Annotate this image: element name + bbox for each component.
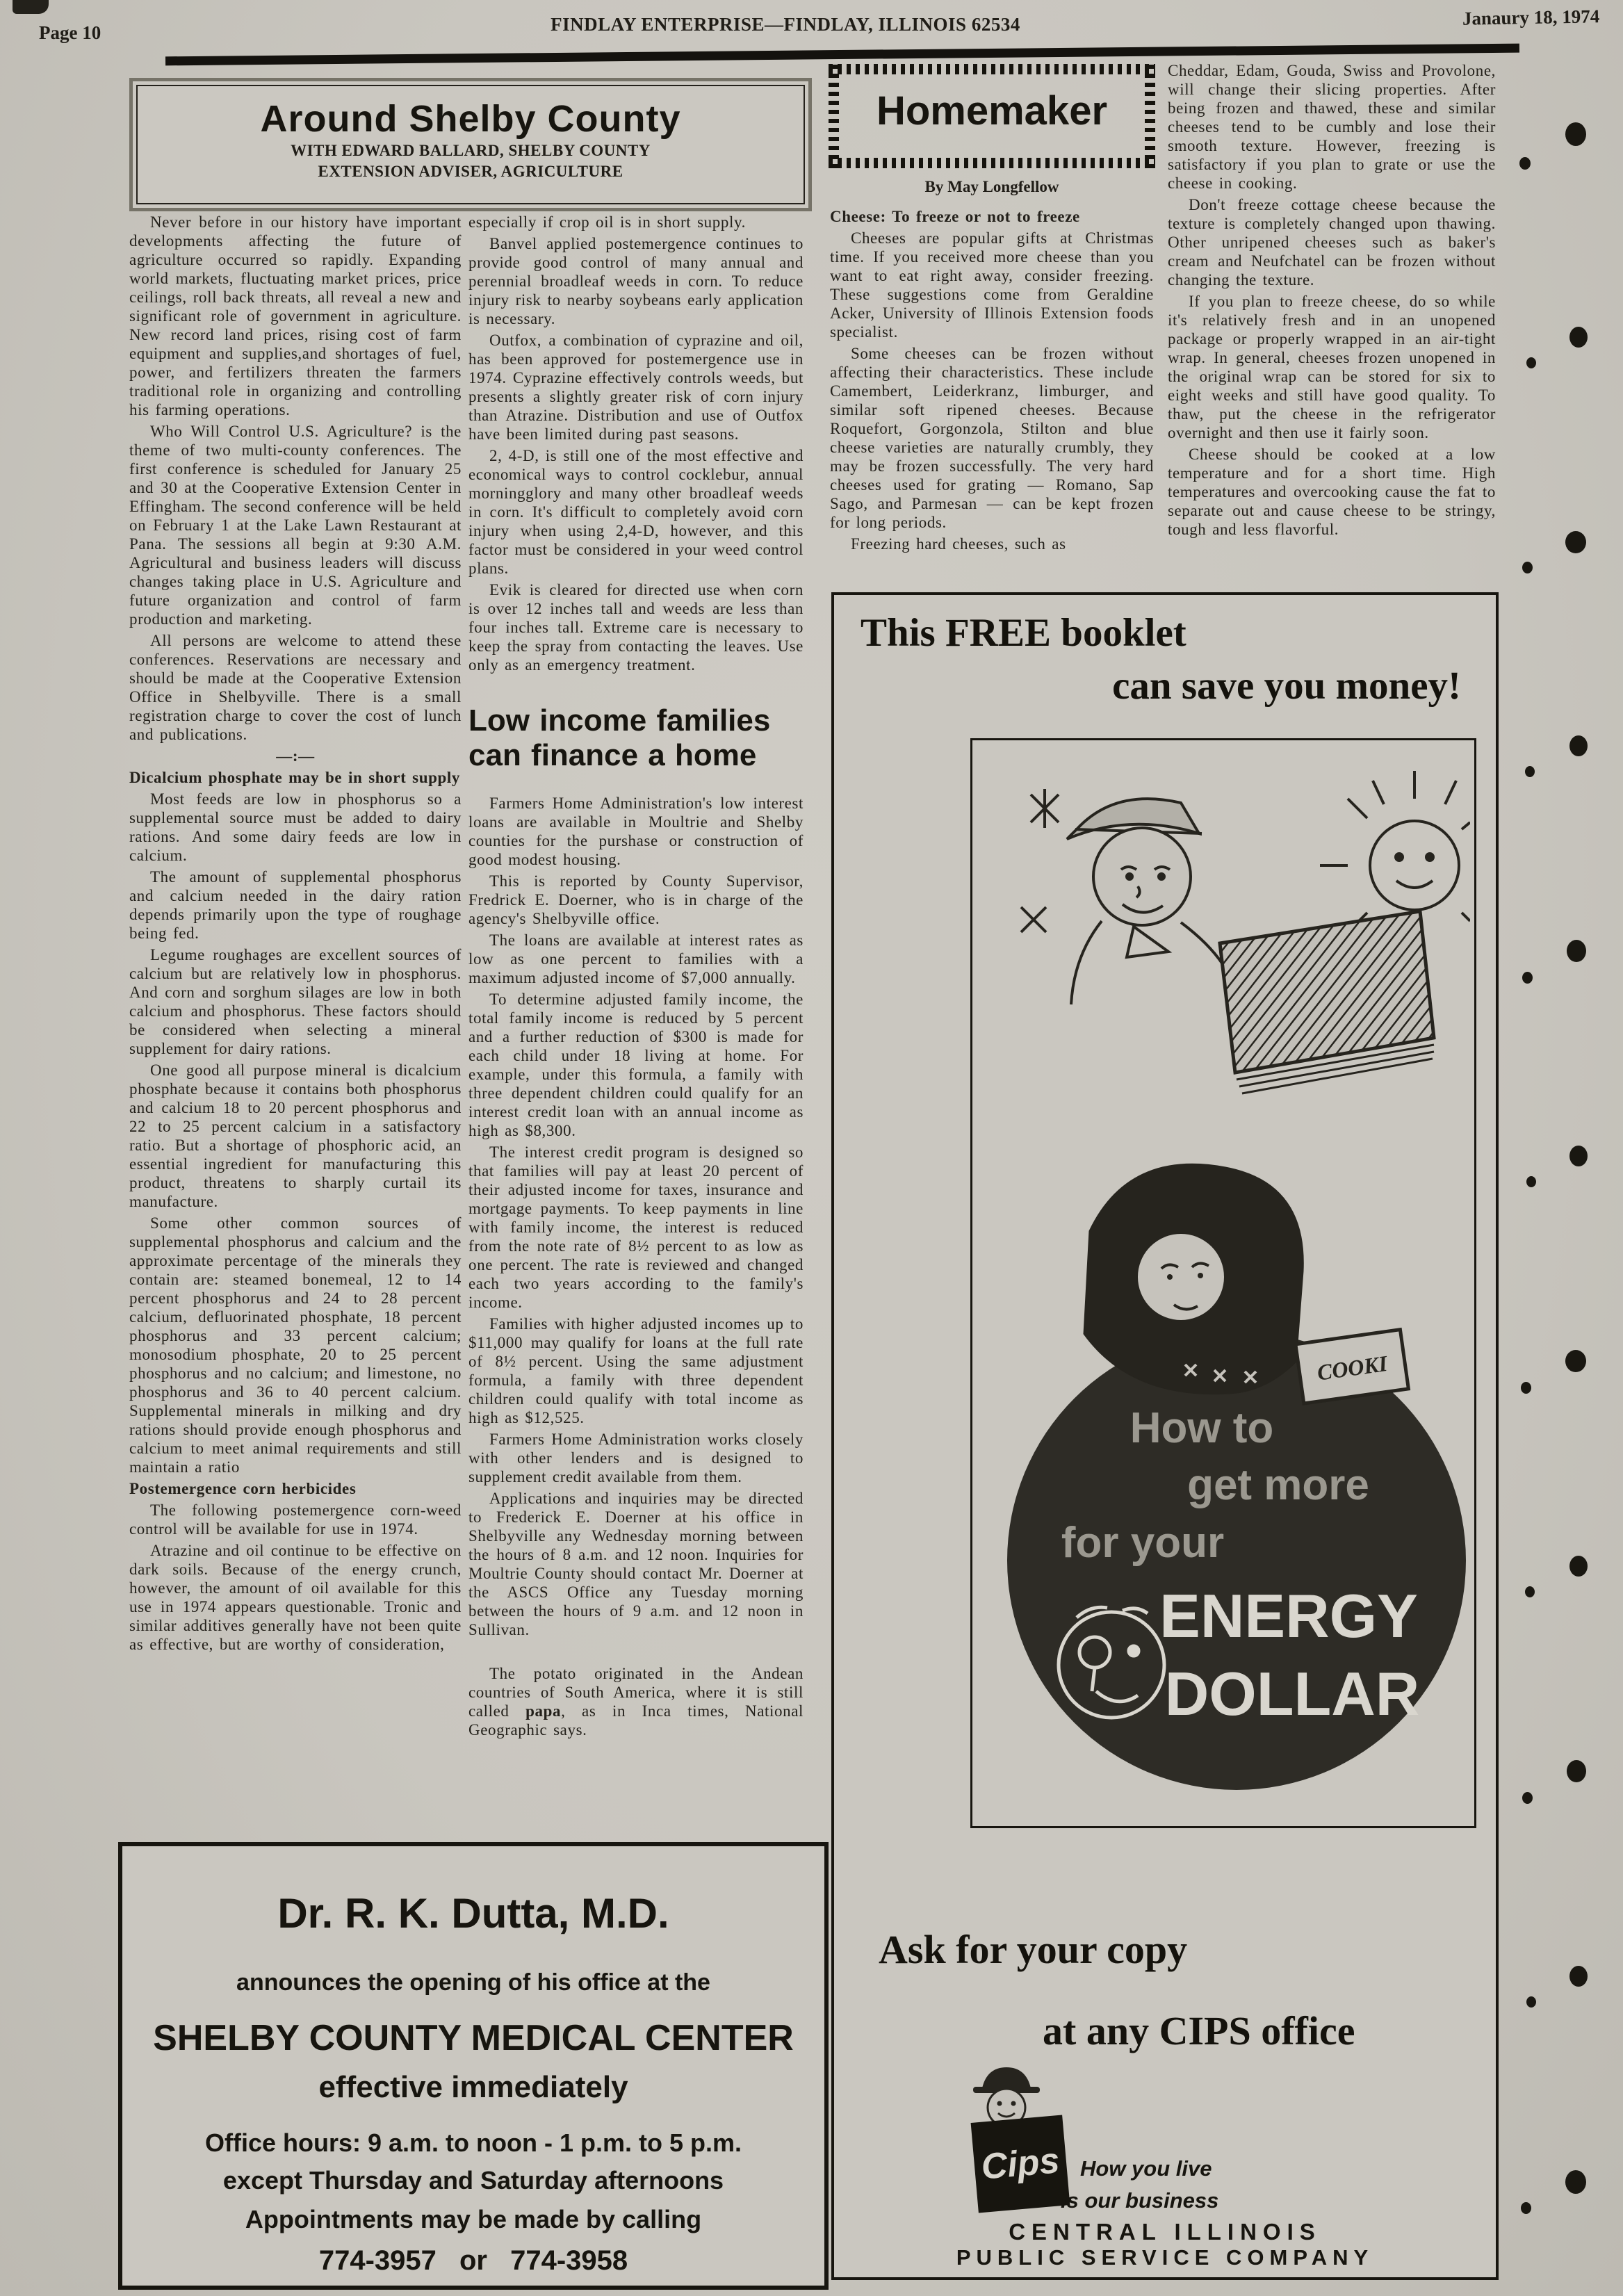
cips-advertisement (831, 592, 1499, 2280)
scan-mark (1522, 1792, 1533, 1804)
scan-mark (1569, 1146, 1588, 1166)
paragraph: If you plan to freeze cheese, do so while it's relatively fresh and in an unopened package or properly wrapped in an air-tight wrap. In general, cheeses frozen unopened in the original wrap can be stored for six to eight weeks and still have good quality. To thaw, put the cheese in the refrigerator overnight and then use it fairly soon. (1168, 293, 1496, 441)
low-income-title-line2: can finance a home (468, 738, 757, 772)
cips-ad-illustration-frame (970, 738, 1476, 1828)
cookbook-illustration (1296, 1330, 1408, 1403)
dutta-ad-medical-center: SHELBY COUNTY MEDICAL CENTER (153, 2018, 794, 2058)
scan-mark (1569, 327, 1588, 348)
dutta-advertisement (118, 1842, 829, 2290)
circle-text-for-your: for your (1061, 1519, 1225, 1567)
headline-box-inner-border (136, 85, 805, 204)
cookbook-label: COOKI (1315, 1350, 1389, 1385)
paragraph: Atrazine and oil continue to be effective on dark soils. Because of the energy crunch, however, the amount of oil available for this use in 1974 appears questionable. Tronic and similar additives generally have not been quite as effective, but are worthy of consideration, (129, 1542, 462, 1653)
potato-text-start: The potato originated in the Andean countries of South America, where it is still called (468, 1665, 804, 1720)
scan-mark (1519, 157, 1531, 170)
dutta-ad-announce-line: announces the opening of his office at the (236, 1969, 710, 1996)
masthead: FINDLAY ENTERPRISE—FINDLAY, ILLINOIS 62534 (550, 14, 1020, 35)
scan-mark (1565, 2170, 1586, 2194)
dutta-ad-except-line: except Thursday and Saturday afternoons (222, 2166, 724, 2195)
man-with-cap-illustration (1067, 799, 1223, 1004)
paragraph: Banvel applied postemergence continues to provide good control of many annual and perennial broadleaf weeds in corn. To reduce injury risk to nearby soybeans early application is necessary. (468, 235, 804, 327)
dutta-ad-office-hours: Office hours: 9 a.m. to noon - 1 p.m. to 5 p.m. (204, 2128, 742, 2157)
homemaker-byline: By May Longfellow (924, 178, 1059, 195)
paragraph: The amount of supplemental phosphorus and calcium needed in the dairy ration depends primarily upon the type of roughage being fed. (129, 868, 462, 942)
paragraph: Farmers Home Administration works closely with other lenders and is designed to supplement credit available from them. (468, 1431, 804, 1485)
paragraph: The following postemergence corn-weed control will be available for use in 1974. (129, 1501, 462, 1538)
scan-mark (1525, 1586, 1535, 1597)
paragraph: Outfox, a combination of cyprazine and oil, has been approved for postemergence use in 1974. Cyprazine effectively controls weeds, but presents a slightly greater risk of corn injury than Atrazine. Distribution and use of Outfox have been limited during past seasons. (468, 332, 804, 443)
column-4 (1168, 61, 1496, 542)
paragraph: This is reported by County Supervisor, Fredrick E. Doerner, who is in charge of the agency's Shelbyville office. (468, 872, 804, 927)
paragraph: The interest credit program is designed so that families will pay at least 20 percent of their adjusted income for taxes, insurance and mortgage payments. To keep payments in line with family income, the interest is reduced from the note rate of 8½ percent to as low as one percent. The rate is reviewed and changed each two years according to the family's income. (468, 1143, 804, 1311)
article-title-homemaker: Homemaker (876, 88, 1108, 133)
scan-mark (1521, 2202, 1531, 2214)
paragraph: Don't freeze cottage cheese because the texture is completely changed upon thawing. Other unripened cheeses such as baker's cream and Neufchatel can be frozen without changing the texture. (1168, 196, 1496, 288)
circle-text-dollar: DOLLAR (1164, 1659, 1420, 1728)
paragraph: Who Will Control U.S. Agriculture? is the theme of two multi-county conferences. The first conference is scheduled for January 25 and 30 at the Cooperative Extension Center in Effingham. The second conference will be held on February 1 at the Lake Lawn Restaurant at Pana. The sessions all begin at 9:30 A.M. Agricultural and business leaders will discuss changes taking place in U.S. Agriculture and future organization and control of farm production and marketing. (129, 423, 462, 628)
cips-ad-headline-line1: This FREE booklet (861, 611, 1186, 655)
cips-slogan-line2: is our business (1061, 2188, 1219, 2213)
circle-text-get-more: get more (1187, 1461, 1369, 1509)
scan-mark (1522, 562, 1533, 573)
paragraph: 2, 4-D, is still one of the most effective and economical ways to control cocklebur, annual morningglory and many other broadleaf weeds in corn. It's difficult to completely avoid corn injury when using 2,4-D, however, and this factor must be considered in your weed control plans. (468, 447, 804, 577)
byline-line2: EXTENSION ADVISER, AGRICULTURE (318, 163, 623, 180)
paragraph: Freezing hard cheeses, such as (851, 535, 1066, 553)
around-shelby-county-headline-box (129, 78, 812, 211)
paragraph: Cheeses are popular gifts at Christmas time. If you received more cheese than you want to eat right away, consider freezing. These suggestions come from Geraldine Acker, University of Illinois Extension foods specialist. (830, 229, 1154, 341)
cips-company-name-line2: PUBLIC SERVICE COMPANY (956, 2245, 1374, 2270)
cips-ask-line2: at any CIPS office (1043, 2008, 1355, 2053)
section-divider: —:— (276, 747, 315, 765)
paragraph: Cheese should be cooked at a low temperature and for a short time. High temperatures and overcooking cause the fat to separate out and cause cheese to be stringy, tough and less flavorful. (1168, 446, 1496, 538)
page-number: Page 10 (39, 22, 101, 43)
scan-mark (1569, 1966, 1588, 1987)
cips-ask-line1: Ask for your copy (879, 1927, 1188, 1972)
cips-company-name-line1: CENTRAL ILLINOIS (1009, 2219, 1321, 2245)
cips-ad-headline-line2: can save you money! (1112, 664, 1461, 708)
date-line: Janaury 18, 1974 (1462, 6, 1600, 29)
scan-mark (1567, 1760, 1586, 1782)
scan-mark (1565, 1350, 1586, 1372)
dutta-ad-phone-numbers: 774-3957 or 774-3958 (318, 2245, 628, 2276)
dashed-border-bottom (829, 158, 1155, 168)
paragraph: Never before in our history have important developments affecting the future of agriculture occurred so rapidly. Expanding world markets, fluctuating market prices, price ceilings, roll back threats, all reveal a new and significant role of government in agriculture. New record land prices, rising cost of farm equipment and supplies,and shortages of fuel, power, and fertilizers threaten the farmers traditional role in organizing and controlling his farming operations. (129, 213, 462, 418)
paragraph: especially if crop oil is in short supply. (468, 213, 746, 231)
paragraph: Most feeds are low in phosphorus so a supplemental source must be added to dairy rations. And some dairy feeds are low in calcium. (129, 790, 462, 864)
scan-mark (1565, 122, 1586, 146)
paragraph: One good all purpose mineral is dicalcium phosphate because it contains both phosphorus and calcium 18 to 20 percent phosphorus and 22 to 25 percent calcium in a satisfactory ratio. But a shortage of phosphoric acid, an essential ingredient for manufacturing this product, threatens to sharply curtail its manufacture. (129, 1061, 462, 1210)
column-3 (830, 207, 1154, 556)
article-title-low-income-families (468, 703, 804, 773)
scan-corner-mark (13, 0, 49, 14)
filler-paragraph-potato (468, 1664, 804, 1739)
paragraph: The loans are available at interest rates as low as one percent to families with a maximum adjusted income of $7,000 annually. (468, 931, 804, 986)
article-title-around-shelby-county: Around Shelby County (260, 98, 681, 140)
paragraph: All persons are welcome to attend these conferences. Reservations are necessary and should be made at the Cooperative Extension Office in Shelbyville. There is a small registration charge to cover the cost of lunch and publications. (129, 632, 462, 743)
scan-mark (1522, 972, 1533, 984)
low-income-title-line1: Low income families (468, 703, 771, 738)
scan-mark (1565, 531, 1586, 553)
paragraph: Some cheeses can be frozen without affecting their characteristics. These include Camembert, Leiderkranz, limburger, and similar soft ripened cheeses. Because Roquefort, Gorgonzola, Stilton and blue cheese varieties are naturally crumbly, they may be frozen successfully. The very hard cheeses used for grating — Romano, Sap Sago, and Parmesan — can be kept frozen for long periods. (830, 345, 1154, 531)
homemaker-headline-box (829, 64, 1155, 168)
paragraph: Legume roughages are excellent sources of calcium but are relatively low in phosphorus. And corn and sorghum silages are low in both calcium and phosphorus. These factors should be considered when selecting a mineral supplement for dairy rations. (129, 946, 462, 1057)
potato-bold-word: papa (525, 1702, 562, 1720)
subhead-cheese-freeze: Cheese: To freeze or not to freeze (830, 208, 1080, 225)
scan-mark (1526, 357, 1536, 368)
scan-mark (1521, 1382, 1531, 1394)
dutta-ad-doctor-name: Dr. R. K. Dutta, M.D. (277, 1890, 669, 1937)
paragraph: Cheddar, Edam, Gouda, Swiss and Provolone, will change their slicing properties. After being frozen and thawed, these and similar cheeses tend to be cumbly and lose their smooth texture. However, freezing is satisfactory if you plan to grate or use the cheese in cooking. (1168, 62, 1496, 192)
paragraph: Farmers Home Administration's low interest loans are available in Moultrie and Shelby counties for the purshase or construction of good modest housing. (468, 795, 804, 868)
paragraph: Applications and inquiries may be directed to Frederick E. Doerner at his office in Shelbyville any Wednesday morning between the hours of 8 a.m. and 12 noon. Inquiries for Moultrie County should contact Mr. Doerner at the ASCS Office any Tuesday morning between the hours of 9 a.m. and 12 noon in Sullivan. (468, 1490, 804, 1638)
dashed-border-top (829, 64, 1155, 74)
column-1 (129, 213, 462, 1656)
scan-mark (1526, 1996, 1536, 2008)
column-2 (468, 213, 804, 1742)
sparkle-marks (1021, 789, 1059, 932)
potato-text-end: , as in Inca times, National Geographic says. (468, 1702, 804, 1739)
booklet-illustration (1220, 911, 1434, 1093)
scan-mark (1569, 1556, 1588, 1577)
cips-slogan-line1: How you live (1080, 2156, 1212, 2181)
cips-ad-illustration (972, 740, 1470, 1822)
circle-text-energy: ENERGY (1159, 1581, 1418, 1650)
subhead-dicalcium-phosphate: Dicalcium phosphate may be in short supply (129, 769, 460, 786)
scan-mark (1567, 940, 1586, 962)
dutta-ad-appointments-line: Appointments may be made by calling (245, 2205, 702, 2233)
dutta-ad-effective-line: effective immediately (318, 2070, 628, 2104)
woman-illustration (1084, 1164, 1303, 1394)
paragraph: Some other common sources of supplemental phosphorus and calcium and the approximate percentage of the minerals they contain are: steamed bonemeal, 12 to 14 percent phosphorus and 24 to 28 percent calcium, defluorinated phosphate, 18 percent phosphorus and 33 percent calcium; monosodium phosphate, 20 to 25 percent phosphorus and no calcium; and limestone, no phosphorus and 36 to 40 percent calcium. Supplemental minerals in milking and dry rations should provide enough phosphorus and calcium to meet animal requirements and still maintain a ratio (129, 1214, 462, 1476)
scan-mark (1525, 766, 1535, 777)
paragraph: Families with higher adjusted incomes up to $11,000 may qualify for loans at the full rate of 8½ percent. Using the same adjustment formula, a family with three dependent children could qualify with total income as high as $12,525. (468, 1315, 804, 1426)
byline-line1: WITH EDWARD BALLARD, SHELBY COUNTY (291, 142, 651, 159)
paragraph: Evik is cleared for directed use when corn is over 12 inches tall and weeds are less than four inches tall. Extreme care is necessary to keep the spray from contacting the leaves. Use only as an emergency treatment. (468, 581, 804, 674)
scan-mark (1569, 735, 1588, 756)
paragraph: To determine adjusted family income, the total family income is reduced by 5 percent and a further reduction of $300 is made for each child under 18 living at home. For example, under this formula, a family with three dependent children could qualify for an interest credit loan with an annual income as high as $8,300. (468, 991, 804, 1139)
subhead-postemergence-herbicides: Postemergence corn herbicides (129, 1480, 357, 1497)
cips-logo: Cips (971, 2115, 1070, 2213)
scan-mark (1526, 1176, 1536, 1187)
circle-text-how-to: How to (1129, 1404, 1274, 1452)
